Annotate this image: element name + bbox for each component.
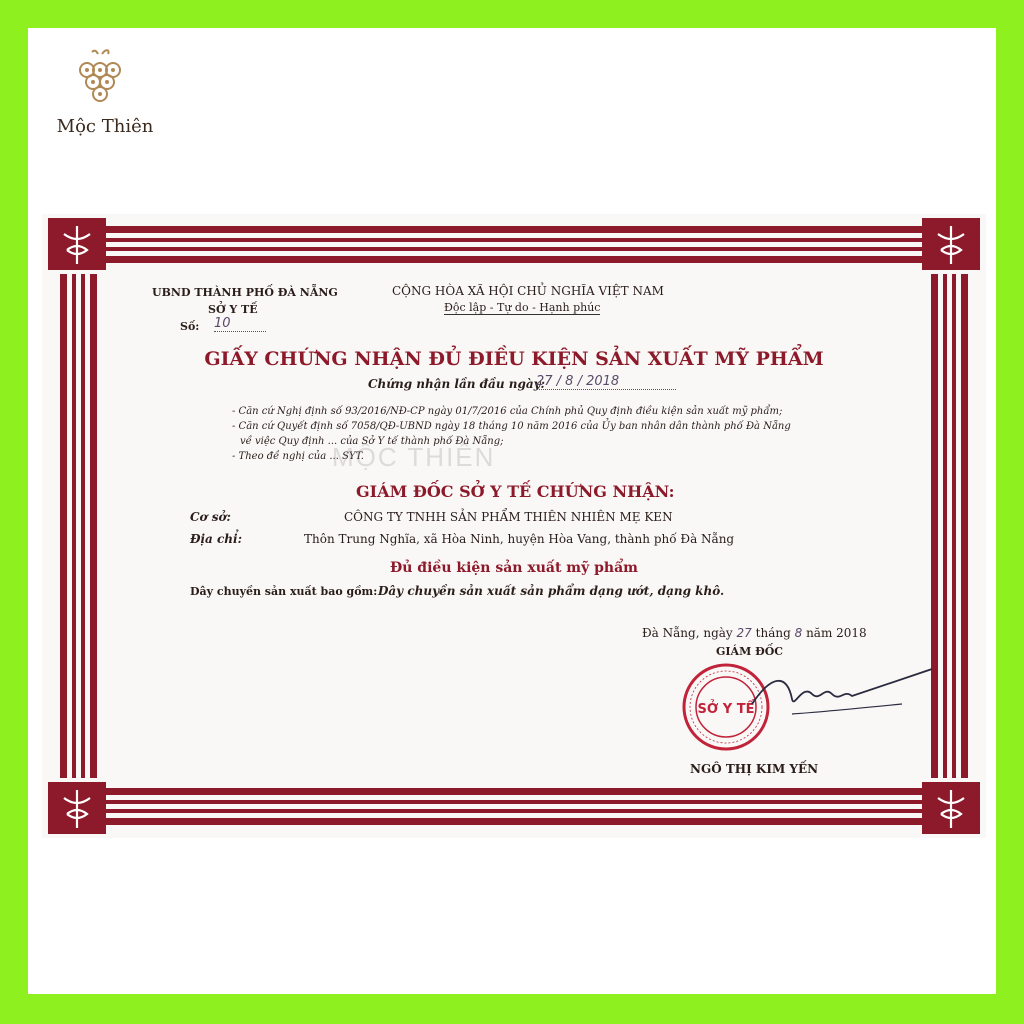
watermark: MỘC THIÊN: [332, 442, 496, 472]
production-line-value: Dây chuyền sản xuất sản phẩm dạng ướt, dạng khô.: [378, 584, 725, 598]
certificate-number-label: Số:: [180, 320, 200, 333]
first-date-value: 27 / 8 / 2018: [536, 374, 676, 390]
stamp-label: SỞ Y TẾ: [697, 702, 755, 717]
issue-date-prefix: Đà Nẵng, ngày: [642, 626, 733, 640]
certificate: [42, 214, 986, 838]
signature: [732, 664, 932, 734]
brand-logo: [50, 48, 160, 148]
signer-name: NGÔ THỊ KIM YẾN: [690, 762, 819, 776]
basis-line-2: - Căn cứ Quyết định số 7058/QĐ-UBND ngày 18 tháng 10 năm 2016 của Ủy ban nhân dân thành phố Đà Nẵng: [232, 421, 791, 432]
national-motto: Độc lập - Tự do - Hạnh phúc: [444, 301, 601, 314]
authority-heading: GIÁM ĐỐC SỞ Y TẾ CHỨNG NHẬN:: [356, 482, 675, 501]
issuer-city: UBND THÀNH PHỐ ĐÀ NẴNG: [152, 286, 338, 299]
national-title: CỘNG HÒA XÃ HỘI CHỦ NGHĨA VIỆT NAM: [392, 284, 664, 298]
basis-line-4: - Theo đề nghị của ... SYT.: [232, 451, 364, 462]
brand-name: Mộc Thiên: [56, 116, 154, 137]
grape-logo-icon: [50, 48, 160, 112]
certificate-number: 10: [214, 316, 266, 332]
basis-line-1: - Căn cứ Nghị định số 93/2016/NĐ-CP ngày 01/7/2016 của Chính phủ Quy định điều kiện sản xuất mỹ phẩm;: [232, 406, 783, 417]
qualified-heading: Đủ điều kiện sản xuất mỹ phẩm: [390, 560, 638, 576]
certificate-title: GIẤY CHỨNG NHẬN ĐỦ ĐIỀU KIỆN SẢN XUẤT MỸ PHẨM: [204, 348, 824, 370]
production-line-label: Dây chuyền sản xuất bao gồm:: [190, 585, 378, 598]
issue-year: năm 2018: [806, 626, 867, 640]
address-label: Địa chỉ:: [190, 532, 243, 546]
facility-label: Cơ sở:: [190, 510, 231, 524]
issue-month-label: tháng: [755, 626, 791, 640]
facility-value: CÔNG TY TNHH SẢN PHẨM THIÊN NHIÊN MẸ KEN: [344, 510, 673, 524]
basis-line-3: về việc Quy định ... của Sở Y tế thành phố Đà Nẵng;: [240, 436, 504, 447]
issue-day: 27: [736, 626, 752, 640]
issue-month: 8: [794, 626, 803, 640]
signer-title: GIÁM ĐỐC: [716, 645, 784, 658]
caduceus-icon: [64, 226, 964, 828]
first-date-label: Chứng nhận lần đầu ngày:: [368, 377, 546, 391]
address-value: Thôn Trung Nghĩa, xã Hòa Ninh, huyện Hòa Vang, thành phố Đà Nẵng: [304, 532, 735, 546]
issuer-department: SỞ Y TẾ: [208, 303, 258, 316]
issue-date-line: [642, 626, 867, 640]
